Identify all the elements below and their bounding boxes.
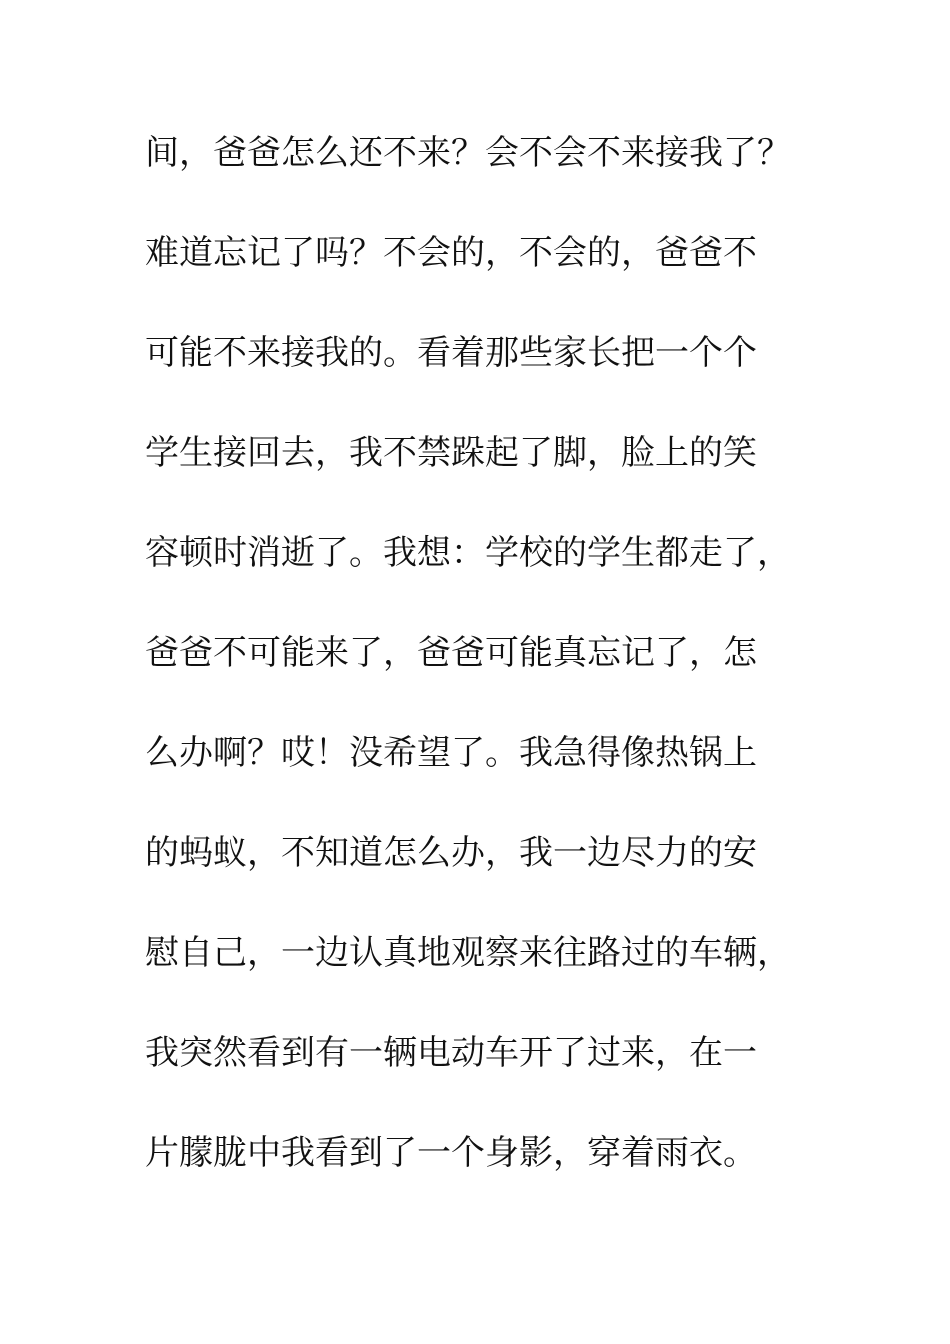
text-line: 容顿时消逝了。我想：学校的学生都走了， (145, 533, 791, 573)
text-line: 间，爸爸怎么还不来？会不会不来接我了？ (145, 133, 791, 173)
text-line: 片朦胧中我看到了一个身影，穿着雨衣。 (145, 1133, 757, 1173)
text-line: 爸爸不可能来了，爸爸可能真忘记了，怎 (145, 633, 757, 673)
paragraph (145, 125, 825, 1225)
text-line: 难道忘记了吗？不会的，不会的，爸爸不 (145, 233, 757, 273)
text-line: 我突然看到有一辆电动车开了过来，在一 (145, 1033, 757, 1073)
text-line: 慰自己，一边认真地观察来往路过的车辆， (145, 933, 791, 973)
text-line: 学生接回去，我不禁跺起了脚，脸上的笑 (145, 433, 757, 473)
text-line: 么办啊？哎！没希望了。我急得像热锅上 (145, 733, 757, 773)
text-line: 可能不来接我的。看着那些家长把一个个 (145, 333, 757, 373)
text-line: 的蚂蚁，不知道怎么办，我一边尽力的安 (145, 833, 757, 873)
